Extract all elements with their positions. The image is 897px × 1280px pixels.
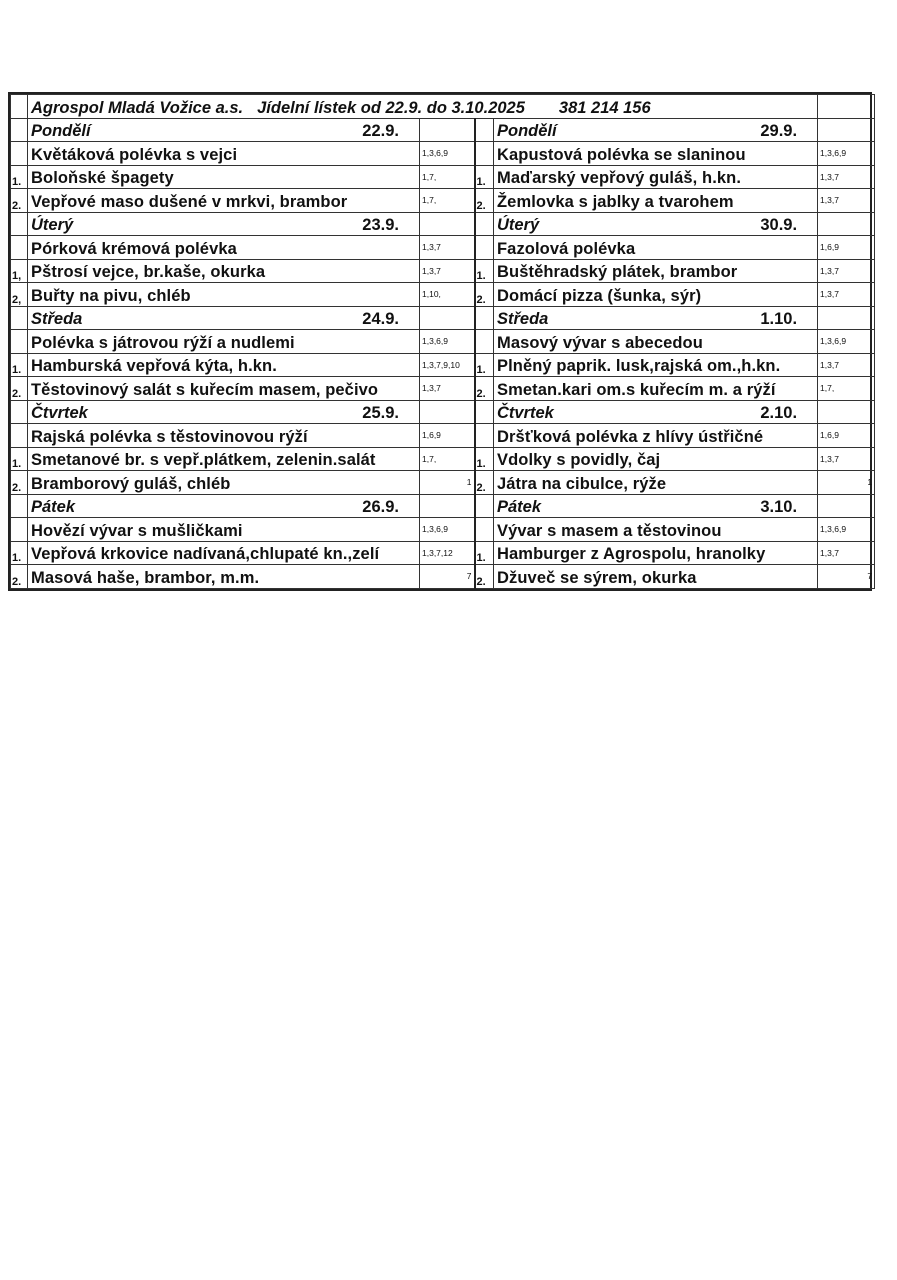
dish-name: Domácí pizza (šunka, sýr) [494,283,818,307]
menu-body [11,95,875,589]
item-number: 2. [11,565,28,589]
item-number: 1. [11,353,28,377]
dish-name: Hovězí vývar s mušličkami [28,518,420,542]
dish-name: Boloňské špagety [28,165,420,189]
allergen-codes: 1,3,6,9 [818,142,875,166]
allergen-codes: 1,3,7 [818,353,875,377]
dish-name: Polévka s játrovou rýží a nudlemi [28,330,420,354]
item-number-cell [475,494,494,518]
day-heading [497,122,817,141]
item-number: 2, [11,283,28,307]
day-date: 1.10. [760,310,798,328]
allergen-cell [420,306,475,330]
item-number [475,330,494,354]
dish-name: Pórková krémová polévka [28,236,420,260]
item-number-cell [475,212,494,236]
item-number: 2. [475,471,494,495]
allergen-codes: 1,3,7 [818,259,875,283]
day-cell [494,212,818,236]
item-number [11,330,28,354]
dish-row [11,541,875,565]
allergen-codes: 1,3,7 [818,283,875,307]
item-number-cell [11,306,28,330]
allergen-cell [818,400,875,424]
dish-name: Buštěhradský plátek, brambor [494,259,818,283]
day-heading [497,498,817,517]
item-number [475,518,494,542]
day-heading [497,404,817,423]
dish-row [11,447,875,471]
dish-name: Vepřová krkovice nadívaná,chlupaté kn.,zelí [28,541,420,565]
dish-name: Vepřové maso dušené v mrkvi, brambor [28,189,420,213]
dish-row [11,259,875,283]
day-date: 26.9. [362,498,399,516]
day-heading [31,310,419,329]
menu-sheet [8,92,872,591]
day-heading [31,404,419,423]
allergen-codes: 7 [420,565,475,589]
item-number-cell [475,400,494,424]
day-date: 2.10. [760,404,798,422]
day-name: Pondělí [31,122,91,140]
dish-name: Vdolky s povidly, čaj [494,447,818,471]
allergen-cell [420,494,475,518]
menu-table [10,94,875,589]
allergen-codes: 1,3,6,9 [420,142,475,166]
day-cell [28,306,420,330]
allergen-cell [818,212,875,236]
day-heading [497,310,817,329]
allergen-codes: 1,10, [420,283,475,307]
item-number: 2. [475,565,494,589]
allergen-codes: 1,7, [420,447,475,471]
item-number [11,236,28,260]
item-number-cell [475,118,494,142]
dish-row [11,353,875,377]
item-number-cell [475,306,494,330]
header-corner-cell [11,95,28,119]
dish-name: Džuveč se sýrem, okurka [494,565,818,589]
day-heading [31,498,419,517]
allergen-cell [420,118,475,142]
day-cell [494,306,818,330]
day-cell [28,212,420,236]
allergen-cell [818,494,875,518]
day-name: Čtvrtek [497,404,554,422]
day-cell [28,494,420,518]
item-number [11,424,28,448]
allergen-codes: 1,3,7,9,10 [420,353,475,377]
allergen-cell [420,400,475,424]
item-number-cell [11,494,28,518]
allergen-codes: 1,6,9 [818,424,875,448]
dish-row [11,377,875,401]
item-number-cell [11,212,28,236]
day-row [11,400,875,424]
dish-row [11,165,875,189]
item-number-cell [11,118,28,142]
day-date: 25.9. [362,404,399,422]
dish-row [11,424,875,448]
dish-row [11,283,875,307]
dish-name: Smetanové br. s vepř.plátkem, zelenin.salát [28,447,420,471]
day-cell [494,494,818,518]
allergen-cell [818,306,875,330]
item-number: 2. [475,189,494,213]
day-date: 22.9. [362,122,399,140]
allergen-codes: 1,7, [420,189,475,213]
day-cell [494,400,818,424]
item-number [11,142,28,166]
day-row [11,118,875,142]
day-heading [31,122,419,141]
dish-row [11,565,875,589]
allergen-codes: 1,3,6,9 [818,518,875,542]
day-name: Pátek [31,498,76,516]
day-name: Čtvrtek [31,404,88,422]
dish-name: Bramborový guláš, chléb [28,471,420,495]
dish-name: Dršťková polévka z hlívy ústřičné [494,424,818,448]
header-cell [28,95,818,119]
dish-name: Hamburger z Agrospolu, hranolky [494,541,818,565]
allergen-codes: 1,3,7 [420,236,475,260]
day-heading [31,216,419,235]
allergen-codes: 1 [818,471,875,495]
allergen-codes: 1,3,7 [420,377,475,401]
dish-name: Rajská polévka s těstovinovou rýží [28,424,420,448]
dish-name: Buřty na pivu, chléb [28,283,420,307]
day-name: Pondělí [497,122,557,140]
day-date: 29.9. [760,122,798,140]
dish-name: Těstovinový salát s kuřecím masem, pečivo [28,377,420,401]
item-number: 1. [475,447,494,471]
dish-name: Fazolová polévka [494,236,818,260]
day-date: 30.9. [760,216,798,234]
item-number: 2. [475,283,494,307]
item-number: 2. [475,377,494,401]
allergen-codes: 1,3,7,12 [420,541,475,565]
day-name: Úterý [31,216,74,234]
day-date: 24.9. [362,310,399,328]
day-cell [494,118,818,142]
allergen-codes: 1,3,6,9 [818,330,875,354]
allergen-codes: 1,3,7 [818,165,875,189]
dish-name: Kapustová polévka se slaninou [494,142,818,166]
dish-row [11,518,875,542]
allergen-codes: 1,7, [420,165,475,189]
day-name: Středa [497,310,549,328]
item-number: 2. [11,377,28,401]
dish-row [11,471,875,495]
dish-name: Játra na cibulce, rýže [494,471,818,495]
allergen-codes: 1,7, [818,377,875,401]
day-row [11,306,875,330]
item-number: 1. [475,353,494,377]
day-name: Pátek [497,498,542,516]
dish-name: Plněný paprik. lusk,rajská om.,h.kn. [494,353,818,377]
day-heading [497,216,817,235]
day-row [11,212,875,236]
day-date: 3.10. [760,498,798,516]
day-name: Středa [31,310,83,328]
allergen-codes: 1,3,7 [420,259,475,283]
item-number [475,142,494,166]
item-number: 2. [11,189,28,213]
menu-title: Jídelní lístek od 22.9. do 3.10.2025 [257,98,525,117]
day-name: Úterý [497,216,540,234]
item-number-cell [11,400,28,424]
header-row [11,95,875,119]
header-end-cell [818,95,875,119]
day-cell [28,400,420,424]
dish-name: Hamburská vepřová kýta, h.kn. [28,353,420,377]
item-number: 1. [11,165,28,189]
item-number: 1. [11,541,28,565]
dish-row [11,142,875,166]
allergen-codes: 1,3,6,9 [420,330,475,354]
dish-row [11,189,875,213]
item-number: 1, [11,259,28,283]
item-number: 2. [11,471,28,495]
item-number [475,424,494,448]
allergen-codes: 1,3,7 [818,447,875,471]
day-row [11,494,875,518]
dish-name: Vývar s masem a těstovinou [494,518,818,542]
item-number [475,236,494,260]
allergen-codes: 1,6,9 [420,424,475,448]
dish-name: Žemlovka s jablky a tvarohem [494,189,818,213]
allergen-codes: 1 [420,471,475,495]
dish-name: Masový vývar s abecedou [494,330,818,354]
allergen-codes: 1,6,9 [818,236,875,260]
item-number: 1. [475,259,494,283]
dish-row [11,330,875,354]
allergen-codes: 1,3,7 [818,541,875,565]
item-number: 1. [475,541,494,565]
item-number: 1. [11,447,28,471]
dish-name: Masová haše, brambor, m.m. [28,565,420,589]
company-name: Agrospol Mladá Vožice a.s. [31,98,244,117]
dish-name: Smetan.kari om.s kuřecím m. a rýží [494,377,818,401]
allergen-codes: 1,3,7 [818,189,875,213]
phone-number: 381 214 156 [558,98,651,117]
item-number [11,518,28,542]
dish-name: Květáková polévka s vejci [28,142,420,166]
day-cell [28,118,420,142]
allergen-codes: 1,3,6,9 [420,518,475,542]
dish-name: Pštrosí vejce, br.kaše, okurka [28,259,420,283]
item-number: 1. [475,165,494,189]
allergen-cell [818,118,875,142]
allergen-cell [420,212,475,236]
allergen-codes: 7 [818,565,875,589]
dish-name: Maďarský vepřový guláš, h.kn. [494,165,818,189]
dish-row [11,236,875,260]
day-date: 23.9. [362,216,399,234]
